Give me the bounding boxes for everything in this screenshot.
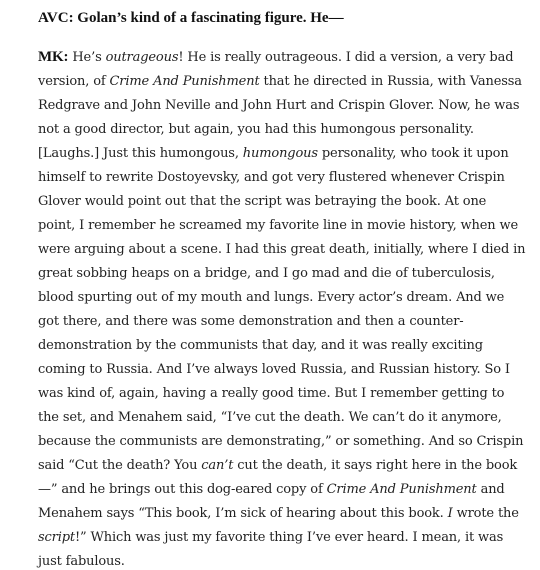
answer-paragraph: [38, 45, 526, 570]
answer-text: personality, who took it upon himself to rewrite Dostoyevsky, and got very flustered whenever Crispin Glover would point out that the script was betraying the book. At one point, I remember he screamed my favorite line in movie history, when we were arguing about a scene. I had this great death, initially, where I died in great sobbing heaps on a bridge, and I go mad and die of tuberculosis, blood spurting out of my mouth and lungs. Every actor’s dream. And we got there, and there was some demonstration and then a counter-demonstration by the communists that day, and it was really exciting coming to Russia. And I’ve always loved Russia, and Russian history. So I was kind of, again, having a really good time. But I remember getting to the set, and Menahem said, “I’ve cut the death. We can’t do it anymore, because the communists are demonstrating,” or something. And so Crispin said “Cut the death? You: [38, 146, 526, 473]
book-title: Crime And Punishment: [326, 482, 477, 497]
speaker-label: MK:: [38, 49, 69, 65]
emphasis-text: script: [38, 530, 75, 545]
answer-text: that he directed in Russia, with Vanessa Redgrave and John Neville and John Hurt and Crispin Glover. Now, he was not a good director, but again, you had this humongous personality. [Laughs.] Just this humongous,: [38, 74, 522, 161]
answer-text: ! He is really outrageous. I did a version, a very bad version, of: [38, 50, 514, 89]
emphasis-text: outrageous: [105, 50, 179, 65]
answer-text: He’s: [68, 50, 106, 65]
answer-text: and Menahem says “This book, I’m sick of hearing about this book.: [38, 482, 505, 521]
answer-text: cut the death, it says right here in the book—” and he brings out this dog-eared copy of: [38, 458, 518, 497]
emphasis-text: I: [447, 506, 453, 521]
book-title: Crime And Punishment: [109, 74, 260, 89]
emphasis-text: can’t: [201, 458, 234, 473]
question-paragraph: AVC: Golan’s kind of a fascinating figure. He—: [38, 10, 344, 26]
answer-text: wrote the: [452, 506, 519, 521]
emphasis-text: humongous: [242, 146, 318, 161]
answer-text: !” Which was just my favorite thing I’ve ever heard. I mean, it was just fabulous.: [38, 530, 504, 569]
